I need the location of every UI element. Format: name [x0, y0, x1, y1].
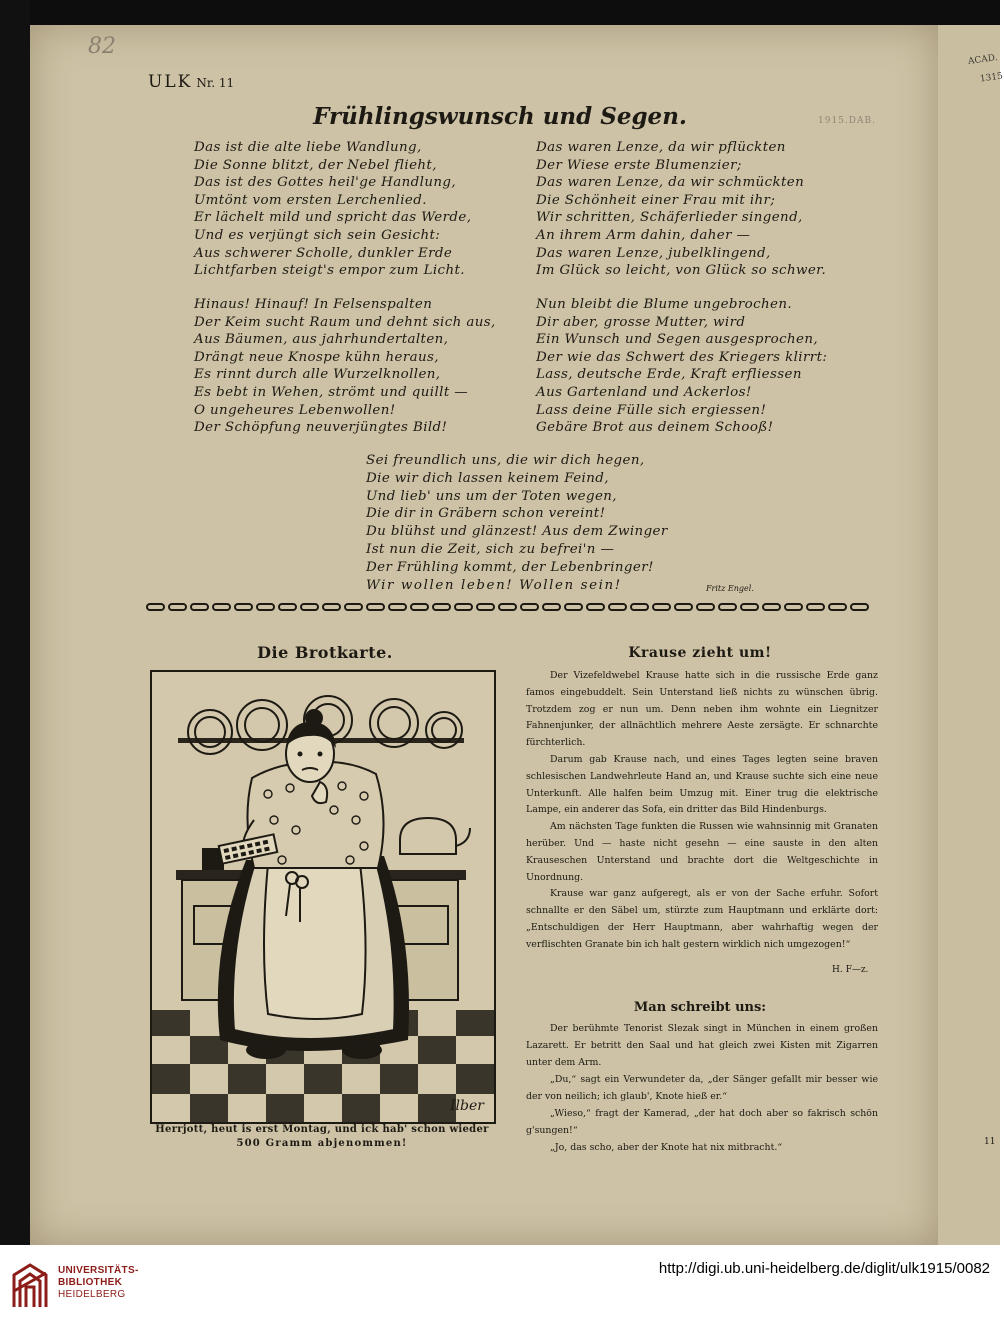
chain-link — [586, 603, 605, 611]
verse-line: Die Schönheit einer Frau mit ihr; — [536, 192, 776, 208]
chain-link — [190, 603, 209, 611]
chain-link — [388, 603, 407, 611]
verse-line: Ein Wunsch und Segen ausgesprochen, — [536, 332, 819, 348]
viewer-footer — [0, 1245, 1000, 1321]
library-name-line2: BIBLIOTHEK — [58, 1277, 123, 1288]
chain-link — [498, 603, 517, 611]
journal-title: ULK — [148, 72, 193, 92]
chain-link — [234, 603, 253, 611]
verse-line: Die Sonne blitzt, der Nebel flieht, — [194, 157, 437, 173]
chain-link — [674, 603, 693, 611]
verse-line: Es rinnt durch alle Wurzelknollen, — [194, 367, 441, 383]
verse-line: Sei freundlich uns, die wir dich hegen, — [366, 453, 645, 468]
article-title: Krause zieht um! — [628, 645, 772, 661]
cartoon-caption-line1: Herrjott, heut is erst Montag, und ick hab' schon wieder — [155, 1124, 489, 1135]
verse-line: Der Wiese erste Blumenzier; — [536, 157, 742, 173]
article-signature: H. F—z. — [832, 965, 869, 975]
chain-link — [784, 603, 803, 611]
chain-link — [630, 603, 649, 611]
chain-link — [652, 603, 671, 611]
verse-line: Hinaus! Hinauf! In Felsenspalten — [194, 297, 433, 312]
cartoon-signature: Ilber — [450, 1098, 484, 1114]
book-spine — [0, 0, 30, 1245]
article-paragraph: „Wieso,“ fragt der Kamerad, „der hat doch aber so fakrisch schön g'sungen!“ — [526, 1108, 878, 1136]
chain-link — [850, 603, 869, 611]
verse-line: Nun bleibt die Blume ungebrochen. — [536, 297, 793, 312]
chain-link — [410, 603, 429, 611]
journal-header — [148, 72, 234, 92]
chain-link — [476, 603, 495, 611]
chain-link — [168, 603, 187, 611]
acad-stamp-line2: 1315 — [979, 71, 1004, 85]
chain-link — [212, 603, 231, 611]
verse-line: Der wie das Schwert des Kriegers klirrt: — [536, 349, 828, 365]
article-title-2: Man schreibt uns: — [633, 1000, 767, 1015]
poem-stanza-1 — [194, 139, 471, 280]
verse-line: Drängt neue Knospe kühn heraus, — [194, 349, 439, 365]
verse-line: Wir wollen leben! Wollen sein! — [366, 577, 622, 593]
verse-line: Aus Bäumen, aus jahrhundertalten, — [194, 332, 449, 348]
chain-link — [718, 603, 737, 611]
edge-mark: 11 — [984, 1137, 996, 1147]
chain-link — [696, 603, 715, 611]
verse-line: Lichtfarben steigt's empor zum Licht. — [194, 263, 465, 279]
pencil-page-number: 82 — [88, 34, 116, 59]
chain-link — [762, 603, 781, 611]
verse-line: Dir aber, grosse Mutter, wird — [536, 314, 746, 330]
article-paragraph: Der Vizefeldwebel Krause hatte sich in die russische Erde ganz famos eingebuddelt. Sein Unterstand ließ nichts zu wünschen übrig. Trotzdem zog er nun um. Denn neben ihm wohnte ein Liegnitzer Fahnenjunker, der allnächtlich mehrere Aeste zersägte. Er schnarchte fürchterlich. — [526, 670, 878, 749]
chain-link — [564, 603, 583, 611]
verse-line: O ungeheures Lebenwollen! — [194, 402, 396, 418]
poem-author: Fritz Engel. — [706, 584, 754, 593]
verse-line: Wir schritten, Schäferlieder singend, — [536, 210, 803, 226]
verse-line: Der Keim sucht Raum und dehnt sich aus, — [194, 314, 496, 330]
chain-link — [828, 603, 847, 611]
verse-line: Der Schöpfung neuverjüngtes Bild! — [194, 420, 448, 436]
chain-link — [366, 603, 385, 611]
chain-link — [432, 603, 451, 611]
verse-line: Es bebt in Wehen, strömt und quillt — — [194, 384, 469, 400]
verse-line: Du blühst und glänzest! Aus dem Zwinger — [366, 524, 668, 540]
verse-line: Lass, deutsche Erde, Kraft erfliessen — [536, 367, 802, 383]
article-paragraph: „Du,“ sagt ein Verwundeter da, „der Sänger gefallt mir besser wie der von neilich; ich glaub', Knote hieß er.“ — [526, 1074, 878, 1102]
chain-link — [542, 603, 561, 611]
verse-line: Und lieb' uns um der Toten wegen, — [366, 488, 617, 504]
verse-line: Ist nun die Zeit, sich zu befrei'n — — [366, 541, 615, 557]
chain-link — [278, 603, 297, 611]
issue-number: Nr. 11 — [196, 76, 235, 90]
permalink-url[interactable]: http://digi.ub.uni-heidelberg.de/diglit/ulk1915/0082 — [658, 1260, 990, 1277]
cartoon-title: Die Brotkarte. — [257, 643, 393, 662]
chain-link — [740, 603, 759, 611]
poem-title: Frühlingswunsch und Segen. — [313, 103, 687, 130]
verse-line: An ihrem Arm dahin, daher — — [536, 227, 751, 243]
poem-stanza-2 — [536, 139, 826, 280]
library-name[interactable] — [58, 1265, 139, 1301]
library-name-line3: HEIDELBERG — [58, 1289, 126, 1300]
cartoon-illustration — [150, 670, 496, 1124]
article-body — [526, 668, 878, 954]
article-paragraph: „Jo, das scho, aber der Knote hat nix mitbracht.“ — [550, 1142, 783, 1153]
chain-link — [300, 603, 319, 611]
verse-line: Er lächelt mild und spricht das Werde, — [194, 210, 472, 226]
verse-line: Lass deine Fülle sich ergiessen! — [536, 402, 767, 418]
verse-line: Aus schwerer Scholle, dunkler Erde — [194, 245, 453, 261]
library-name-line1: UNIVERSITÄTS- — [58, 1265, 139, 1276]
article-body-2 — [526, 1020, 878, 1156]
chain-link — [520, 603, 539, 611]
chain-link — [322, 603, 341, 611]
verse-line: Und es verjüngt sich sein Gesicht: — [194, 227, 441, 243]
cartoon-caption-line2: 500 Gramm abjenommen! — [236, 1138, 408, 1149]
verse-line: Gebäre Brot aus deinem Schooß! — [536, 420, 774, 436]
chain-link — [146, 603, 165, 611]
chain-link — [256, 603, 275, 611]
poem-stanza-3 — [194, 296, 496, 437]
verse-line: Das waren Lenze, da wir pflückten — [536, 140, 786, 155]
verse-line: Das ist des Gottes heil'ge Handlung, — [194, 175, 457, 191]
verse-line: Die wir dich lassen keinem Feind, — [366, 470, 609, 486]
article-paragraph: Der berühmte Tenorist Slezak singt in München in einem großen Lazarett. Er betritt den Saal und hat gleich zwei Kisten mit Zigarren unter dem Arm. — [526, 1023, 878, 1068]
acad-stamp-line1: ACAD. — [967, 52, 999, 68]
verse-line: Umtönt vom ersten Lerchenlied. — [194, 192, 427, 208]
verse-line: Das waren Lenze, da wir schmückten — [536, 175, 805, 191]
library-logo-icon[interactable] — [10, 1261, 50, 1311]
chain-link — [806, 603, 825, 611]
chain-link — [344, 603, 363, 611]
verse-line: Der Frühling kommt, der Lebenbringer! — [366, 559, 654, 575]
article-paragraph: Darum gab Krause nach, und eines Tages legten seine braven schlesischen Landwehrleute Hand an, und Krause suchte sich eine neue Unterkunft. Alle halfen beim Umzug mit. Einer trug die elektrische Lampe, ein anderer das Sofa, ein dritter das Bild Hindenburgs. — [526, 753, 878, 816]
chain-divider — [146, 603, 882, 615]
verse-line: Im Glück so leicht, von Glück so schwer. — [536, 263, 827, 279]
poem-stanza-5 — [366, 452, 668, 594]
article-paragraph: Krause war ganz aufgeregt, als er von der Sache erfuhr. Sofort schnallte er den Säbel um, stürzte zum Hauptmann und erklärte dort: „Entschuldigen der Herr Hauptmann, aber wahrhaftig wegen der verflischten Granate bin ich halt gestern wirklich nich umgezogen!“ — [526, 888, 878, 950]
faint-stamp: 1915.DAB. — [818, 116, 876, 126]
chain-link — [608, 603, 627, 611]
verse-line: Das ist die alte liebe Wandlung, — [194, 140, 422, 155]
chain-link — [454, 603, 473, 611]
verse-line: Aus Gartenland und Ackerlos! — [536, 384, 752, 400]
verse-line: Die dir in Gräbern schon vereint! — [366, 506, 606, 522]
poem-stanza-4 — [536, 296, 827, 437]
adjacent-page-edge — [938, 25, 1000, 1245]
article-paragraph: Am nächsten Tage funkten die Russen wie wahnsinnig mit Granaten herüber. Und — haste nicht gesehn — eine sauste in den alten Krauseschen Unterstand und brachte dort die Weltgeschichte in Unordnung. — [526, 821, 878, 883]
verse-line: Das waren Lenze, jubelklingend, — [536, 245, 771, 261]
